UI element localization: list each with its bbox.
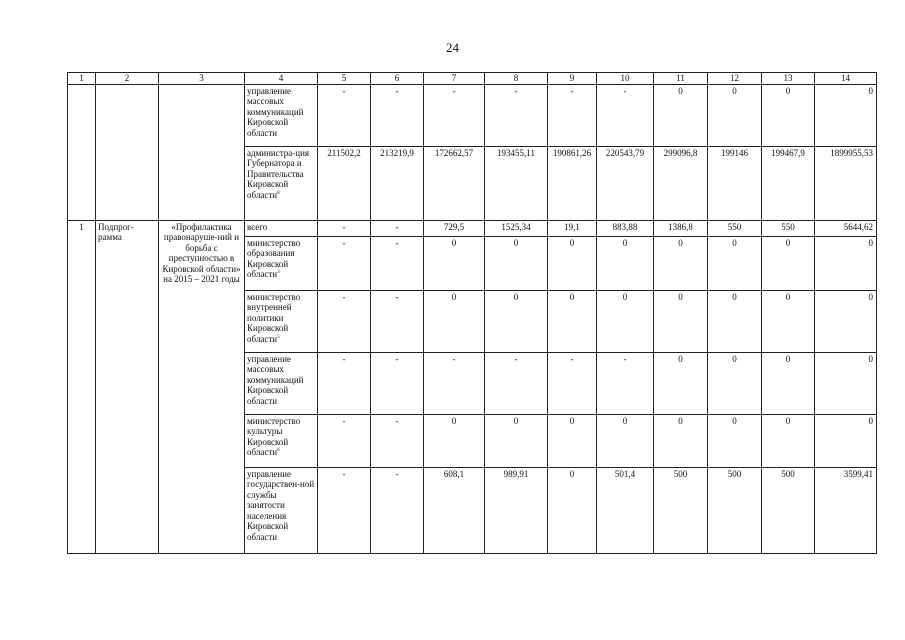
value-cell: - — [371, 236, 424, 290]
value-cell: 299096,8 — [654, 146, 708, 220]
value-cell: - — [597, 84, 654, 146]
value-cell: 0 — [597, 414, 654, 467]
header-cell: 3 — [159, 73, 245, 85]
org-cell — [245, 414, 318, 467]
value-cell: 0 — [708, 352, 762, 414]
value-cell: - — [318, 220, 371, 236]
value-cell: - — [371, 467, 424, 553]
header-cell: 11 — [654, 73, 708, 85]
value-cell: 0 — [597, 236, 654, 290]
org-cell — [245, 146, 318, 220]
value-cell: - — [485, 84, 548, 146]
value-cell: 0 — [548, 236, 597, 290]
value-cell: 0 — [815, 352, 877, 414]
subprogram-name: «Профилактика правонаруше-ний и борьба с преступностью в Кировской области» на 2015 – 2021 годы — [159, 220, 245, 553]
value-cell: 0 — [548, 290, 597, 352]
value-cell: 0 — [654, 414, 708, 467]
value-cell: - — [318, 414, 371, 467]
org-cell — [245, 236, 318, 290]
header-cell: 1 — [68, 73, 96, 85]
value-cell: - — [371, 352, 424, 414]
value-cell: 0 — [485, 236, 548, 290]
value-cell: 0 — [762, 236, 815, 290]
value-cell: - — [424, 84, 485, 146]
value-cell: 0 — [708, 290, 762, 352]
footnote-mark: 8 — [277, 190, 280, 196]
value-cell: 211502,2 — [318, 146, 371, 220]
value-cell: 0 — [548, 414, 597, 467]
value-cell: - — [318, 84, 371, 146]
org-cell — [245, 352, 318, 414]
budget-table — [67, 72, 877, 554]
header-cell: 12 — [708, 73, 762, 85]
header-cell: 14 — [815, 73, 877, 85]
value-cell: 0 — [424, 236, 485, 290]
value-cell: - — [318, 467, 371, 553]
value-cell: - — [318, 236, 371, 290]
table-row — [68, 84, 877, 146]
value-cell: 0 — [815, 236, 877, 290]
value-cell: - — [371, 220, 424, 236]
footnote-mark: 3 — [277, 270, 280, 275]
value-cell: 989,91 — [485, 467, 548, 553]
value-cell: - — [548, 84, 597, 146]
org-cell — [245, 84, 318, 146]
value-cell: 3599,41 — [815, 467, 877, 553]
value-cell: 501,4 — [597, 467, 654, 553]
header-cell: 10 — [597, 73, 654, 85]
org-cell — [245, 290, 318, 352]
subprogram-type: Подпрог-рамма — [96, 220, 159, 553]
footnote-mark: 5 — [277, 334, 280, 340]
org-name: министерство культуры Кировской области — [247, 415, 301, 457]
value-cell: 0 — [548, 467, 597, 553]
value-cell: 0 — [485, 414, 548, 467]
header-cell: 4 — [245, 73, 318, 85]
org-name: управление государствен-ной службы занятости населения Кировской области — [247, 468, 315, 542]
org-name: министерство образования Кировской области — [247, 237, 301, 279]
footnote-mark: 6 — [277, 448, 280, 453]
value-cell: 213219,9 — [371, 146, 424, 220]
value-cell: 199467,9 — [762, 146, 815, 220]
value-cell: - — [424, 352, 485, 414]
subprogram-number: 1 — [68, 220, 96, 553]
org-name: управление массовых коммуникаций Кировской области — [247, 85, 304, 138]
header-cell: 13 — [762, 73, 815, 85]
header-cell: 5 — [318, 73, 371, 85]
org-name: администра-ция Губернатора и Правительства Кировской области — [247, 147, 310, 200]
value-cell: 1525,34 — [485, 220, 548, 236]
value-cell: 172662,57 — [424, 146, 485, 220]
page-number: 24 — [446, 40, 459, 55]
value-cell: 550 — [708, 220, 762, 236]
value-cell: 500 — [708, 467, 762, 553]
value-cell: - — [318, 290, 371, 352]
empty-cell — [159, 84, 245, 220]
value-cell: 193455,11 — [485, 146, 548, 220]
header-cell: 9 — [548, 73, 597, 85]
value-cell: 0 — [762, 84, 815, 146]
value-cell: - — [371, 290, 424, 352]
header-cell: 2 — [96, 73, 159, 85]
value-cell: 0 — [654, 236, 708, 290]
value-cell: 500 — [654, 467, 708, 553]
value-cell: 0 — [815, 84, 877, 146]
value-cell: 1386,8 — [654, 220, 708, 236]
value-cell: - — [548, 352, 597, 414]
value-cell: 0 — [708, 236, 762, 290]
value-cell: - — [485, 352, 548, 414]
value-cell: 0 — [762, 290, 815, 352]
value-cell: - — [318, 352, 371, 414]
value-cell: 883,88 — [597, 220, 654, 236]
value-cell: 19,1 — [548, 220, 597, 236]
org-name: управление массовых коммуникаций Кировской области — [247, 353, 304, 406]
value-cell: 0 — [424, 414, 485, 467]
value-cell: 0 — [597, 290, 654, 352]
value-cell: 1899955,53 — [815, 146, 877, 220]
value-cell: 550 — [762, 220, 815, 236]
header-cell: 7 — [424, 73, 485, 85]
value-cell: - — [597, 352, 654, 414]
org-name: всего — [247, 221, 268, 232]
value-cell: 0 — [762, 414, 815, 467]
empty-cell — [68, 84, 96, 220]
header-row — [68, 73, 877, 85]
value-cell: 190861,26 — [548, 146, 597, 220]
value-cell: 0 — [424, 290, 485, 352]
value-cell: 0 — [815, 414, 877, 467]
empty-cell — [96, 84, 159, 220]
value-cell: 0 — [654, 290, 708, 352]
value-cell: 608,1 — [424, 467, 485, 553]
value-cell: 5644,62 — [815, 220, 877, 236]
table-row — [68, 220, 877, 236]
org-cell — [245, 220, 318, 236]
value-cell: 0 — [708, 414, 762, 467]
value-cell: 0 — [815, 290, 877, 352]
value-cell: - — [371, 414, 424, 467]
org-name: министерство внутренней политики Кировской области — [247, 291, 301, 344]
value-cell: 220543,79 — [597, 146, 654, 220]
value-cell: 0 — [654, 352, 708, 414]
value-cell: 0 — [485, 290, 548, 352]
value-cell: 0 — [762, 352, 815, 414]
header-cell: 6 — [371, 73, 424, 85]
value-cell: 500 — [762, 467, 815, 553]
value-cell: 0 — [708, 84, 762, 146]
value-cell: 199146 — [708, 146, 762, 220]
value-cell: 0 — [654, 84, 708, 146]
value-cell: - — [371, 84, 424, 146]
header-cell: 8 — [485, 73, 548, 85]
value-cell: 729,5 — [424, 220, 485, 236]
org-cell — [245, 467, 318, 553]
